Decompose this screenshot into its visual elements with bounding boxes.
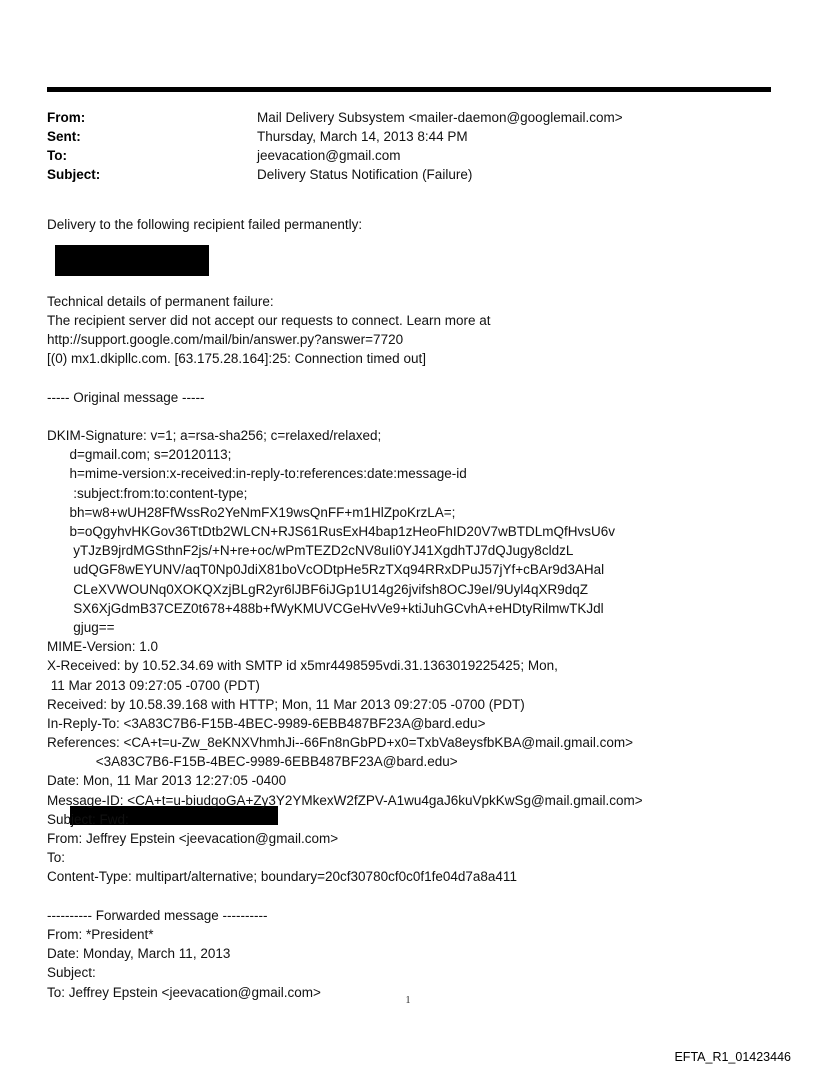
from-row [47, 108, 771, 127]
dkim-line: b=oQgyhvHKGov36TtDtb2WLCN+RJS61RusExH4bap1zHeoFhID20V7wBTDLmQfHvsU6v [47, 524, 615, 539]
dkim-line: bh=w8+wUH28FfWssRo2YeNmFX19wsQnFF+m1HlZpoKrzLA=; [47, 504, 456, 520]
original-message-separator: ----- Original message ----- [47, 389, 205, 405]
from-value: Mail Delivery Subsystem <mailer-daemon@googlemail.com> [257, 110, 623, 125]
forwarded-to: To: Jeffrey Epstein <jeevacation@gmail.com> [47, 984, 321, 1000]
forwarded-separator: ---------- Forwarded message ---------- [47, 907, 268, 923]
sent-row [47, 127, 771, 146]
content-type-line: Content-Type: multipart/alternative; boundary=20cf30780cf0c0f1fe04d7a8a411 [47, 869, 517, 885]
dkim-line: CLeXVWOUNq0XOKQXzjBLgR2yr6lJBF6iJGp1U14g26jvifsh8OCJ9eI/9Uyl4qXR9dqZ [47, 581, 588, 597]
dkim-line: d=gmail.com; s=20120113; [47, 447, 232, 463]
forwarded-subject: Subject: [47, 965, 96, 981]
dkim-line: udQGF8wEYUNV/aqT0Np0JdiX81boVcODtpHe5RzTXq94RRxDPuJ57jYf+cBAr9d3AHal [47, 562, 605, 578]
to-value: jeevacation@gmail.com [257, 148, 401, 163]
references-line: References: <CA+t=u-Zw_8eKNXVhmhJi--66Fn8nGbPD+x0=TxbVa8eysfbKBA@mail.gmail.com> [47, 735, 633, 751]
page-number: 1 [405, 995, 411, 1006]
email-header [47, 108, 771, 184]
bates-stamp: EFTA_R1_01423446 [674, 1050, 791, 1064]
tech-details-title: Technical details of permanent failure: [47, 293, 274, 309]
message-id-line: Message-ID: <CA+t=u-biudgoGA+Zy3Y2YMkexW2fZPV-A1wu4gaJ6kuVpkKwSg@mail.gmail.com> [47, 792, 643, 808]
from-line: From: Jeffrey Epstein <jeevacation@gmail.com> [47, 831, 339, 846]
dkim-line: SX6XjGdmB37CEZ0t678+488b+fWyKMUVCGeHvVe9+ktiJuhGCvhA+eHDtyRilmwTKJdl [47, 600, 604, 616]
tech-details-line: The recipient server did not accept our requests to connect. Learn more at [47, 312, 491, 328]
subject-line: Subject: Fwd: [47, 811, 129, 827]
received-line: Received: by 10.58.39.168 with HTTP; Mon, 11 Mar 2013 09:27:05 -0700 (PDT) [47, 696, 525, 712]
dkim-line: :subject:from:to:content-type; [47, 485, 248, 501]
forwarded-date: Date: Monday, March 11, 2013 [47, 946, 231, 962]
subject-value: Delivery Status Notification (Failure) [257, 167, 473, 182]
to-row [47, 146, 771, 165]
mime-version-line: MIME-Version: 1.0 [47, 639, 159, 655]
dkim-line: yTJzB9jrdMGSthnF2js/+N+re+oc/wPmTEZD2cNV8uIi0YJ41XgdhTJ7dQJugy8cldzL [47, 543, 574, 559]
forwarded-from: From: *President* [47, 926, 154, 942]
sent-label: Sent: [47, 129, 81, 144]
date-line: Date: Mon, 11 Mar 2013 12:27:05 -0400 [47, 773, 287, 789]
header-divider [47, 87, 771, 92]
from-label: From: [47, 110, 86, 125]
message-body [47, 215, 787, 1002]
x-received-line: X-Received: by 10.52.34.69 with SMTP id x5mr4498595vdi.31.1363019225425; Mon, [47, 658, 558, 674]
subject-label: Subject: [47, 167, 101, 182]
dkim-line: h=mime-version:x-received:in-reply-to:references:date:message-id [47, 466, 467, 482]
failure-intro: Delivery to the following recipient failed permanently: [47, 217, 363, 232]
subject-row [47, 165, 771, 184]
x-received-line: 11 Mar 2013 09:27:05 -0700 (PDT) [47, 677, 260, 693]
to-label: To: [47, 148, 67, 163]
in-reply-to-line: In-Reply-To: <3A83C7B6-F15B-4BEC-9989-6EBB487BF23A@bard.edu> [47, 715, 486, 731]
help-link: http://support.google.com/mail/bin/answer.py?answer=7720 [47, 332, 404, 348]
sent-value: Thursday, March 14, 2013 8:44 PM [257, 129, 468, 144]
dkim-line: DKIM-Signature: v=1; a=rsa-sha256; c=relaxed/relaxed; [47, 428, 382, 444]
references-line: <3A83C7B6-F15B-4BEC-9989-6EBB487BF23A@bard.edu> [47, 754, 458, 770]
to-line: To: [47, 850, 66, 866]
dkim-line: gjug== [47, 619, 115, 635]
tech-details-line: [(0) mx1.dkipllc.com. [63.175.28.164]:25: Connection timed out] [47, 351, 426, 367]
